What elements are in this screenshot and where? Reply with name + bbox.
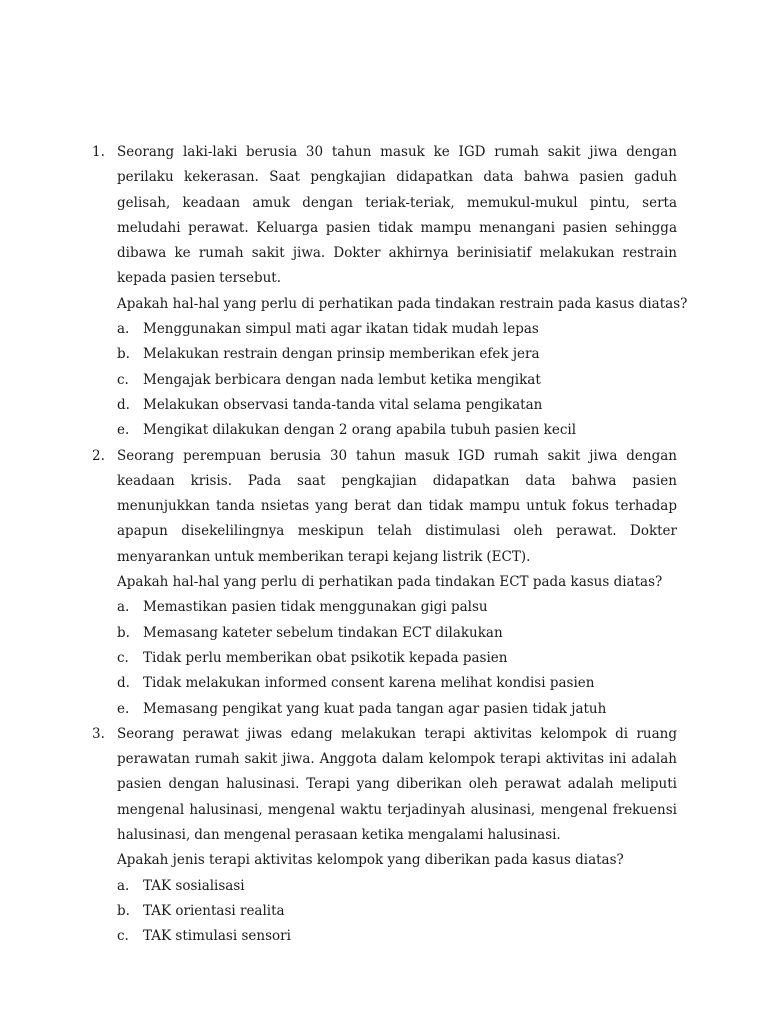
question-2 xyxy=(92,444,677,722)
option-label: c. xyxy=(117,371,129,388)
question-3 xyxy=(92,722,677,950)
option-text: Memasang kateter sebelum tindakan ECT dilakukan xyxy=(143,624,503,641)
question-stem: Seorang laki-laki berusia 30 tahun masuk ke IGD rumah sakit jiwa dengan perilaku kekerasan. Saat pengkajian didapatkan data bahwa pasien gaduh gelisah, keadaan amuk dengan teriak-teriak, memukul-mukul pintu, serta meludahi perawat. Keluarga pasien tidak mampu menangani pasien sehingga dibawa ke rumah sakit jiwa. Dokter akhirnya berinisiatif melakukan restrain kepada pasien tersebut. xyxy=(117,144,677,287)
option-text: Mengajak berbicara dengan nada lembut ketika mengikat xyxy=(143,371,541,388)
option-text: Memastikan pasien tidak menggunakan gigi palsu xyxy=(143,599,488,616)
option-label: c. xyxy=(117,928,129,945)
question-stem: Seorang perawat jiwas edang melakukan terapi aktivitas kelompok di ruang perawatan rumah sakit jiwa. Anggota dalam kelompok terapi aktivitas ini adalah pasien dengan halusinasi. Terapi yang diberikan oleh perawat adalah meliputi mengenal halusinasi, mengenal waktu terjadinyah alusinasi, mengenal frekuensi halusinasi, dan mengenal perasaan ketika mengalami halusinasi. xyxy=(117,725,677,844)
option-label: d. xyxy=(117,396,130,413)
option-label: c. xyxy=(117,649,129,666)
option-label: d. xyxy=(117,675,130,692)
option-text: Tidak perlu memberikan obat psikotik kepada pasien xyxy=(143,649,508,666)
question-prompt: Apakah jenis terapi aktivitas kelompok yang diberikan pada kasus diatas? xyxy=(117,852,624,869)
option-c xyxy=(117,924,677,949)
option-list xyxy=(117,595,677,721)
option-c xyxy=(117,368,677,393)
option-label: a. xyxy=(117,877,130,894)
option-c xyxy=(117,646,677,671)
option-list xyxy=(117,874,677,950)
option-label: e. xyxy=(117,422,130,439)
option-list xyxy=(117,317,677,443)
question-list xyxy=(92,140,688,950)
option-a xyxy=(117,874,677,899)
option-text: TAK orientasi realita xyxy=(143,902,285,919)
question-number: 2. xyxy=(92,447,105,464)
option-text: TAK sosialisasi xyxy=(143,877,245,894)
option-b xyxy=(117,621,677,646)
option-text: TAK stimulasi sensori xyxy=(143,928,291,945)
option-label: b. xyxy=(117,346,130,363)
option-text: Melakukan observasi tanda-tanda vital selama pengikatan xyxy=(143,396,543,413)
question-stem: Seorang perempuan berusia 30 tahun masuk IGD rumah sakit jiwa dengan keadaan krisis. Pada saat pengkajian didapatkan data bahwa pasien menunjukkan tanda nsietas yang berat dan tidak mampu untuk fokus terhadap apapun disekelilingnya meskipun telah distimulasi oleh perawat. Dokter menyarankan untuk memberikan terapi kejang listrik (ECT). xyxy=(117,447,677,565)
option-label: a. xyxy=(117,321,130,338)
option-label: b. xyxy=(117,902,130,919)
option-d xyxy=(117,393,677,418)
option-e xyxy=(117,418,677,443)
question-1 xyxy=(92,140,688,444)
option-b xyxy=(117,899,677,924)
option-a xyxy=(117,595,677,620)
option-b xyxy=(117,342,677,367)
option-text: Menggunakan simpul mati agar ikatan tidak mudah lepas xyxy=(143,321,539,338)
option-d xyxy=(117,671,677,696)
option-e xyxy=(117,697,677,722)
option-text: Mengikat dilakukan dengan 2 orang apabila tubuh pasien kecil xyxy=(143,422,577,439)
option-text: Tidak melakukan informed consent karena melihat kondisi pasien xyxy=(143,675,595,692)
option-text: Melakukan restrain dengan prinsip memberikan efek jera xyxy=(143,346,540,363)
option-a xyxy=(117,317,677,342)
option-label: b. xyxy=(117,624,130,641)
question-prompt: Apakah hal-hal yang perlu di perhatikan pada tindakan restrain pada kasus diatas? xyxy=(117,295,688,312)
question-prompt: Apakah hal-hal yang perlu di perhatikan pada tindakan ECT pada kasus diatas? xyxy=(117,574,663,591)
option-label: a. xyxy=(117,599,130,616)
option-text: Memasang pengikat yang kuat pada tangan agar pasien tidak jatuh xyxy=(143,700,607,717)
option-label: e. xyxy=(117,700,130,717)
question-number: 1. xyxy=(92,144,105,160)
question-number: 3. xyxy=(92,725,105,742)
